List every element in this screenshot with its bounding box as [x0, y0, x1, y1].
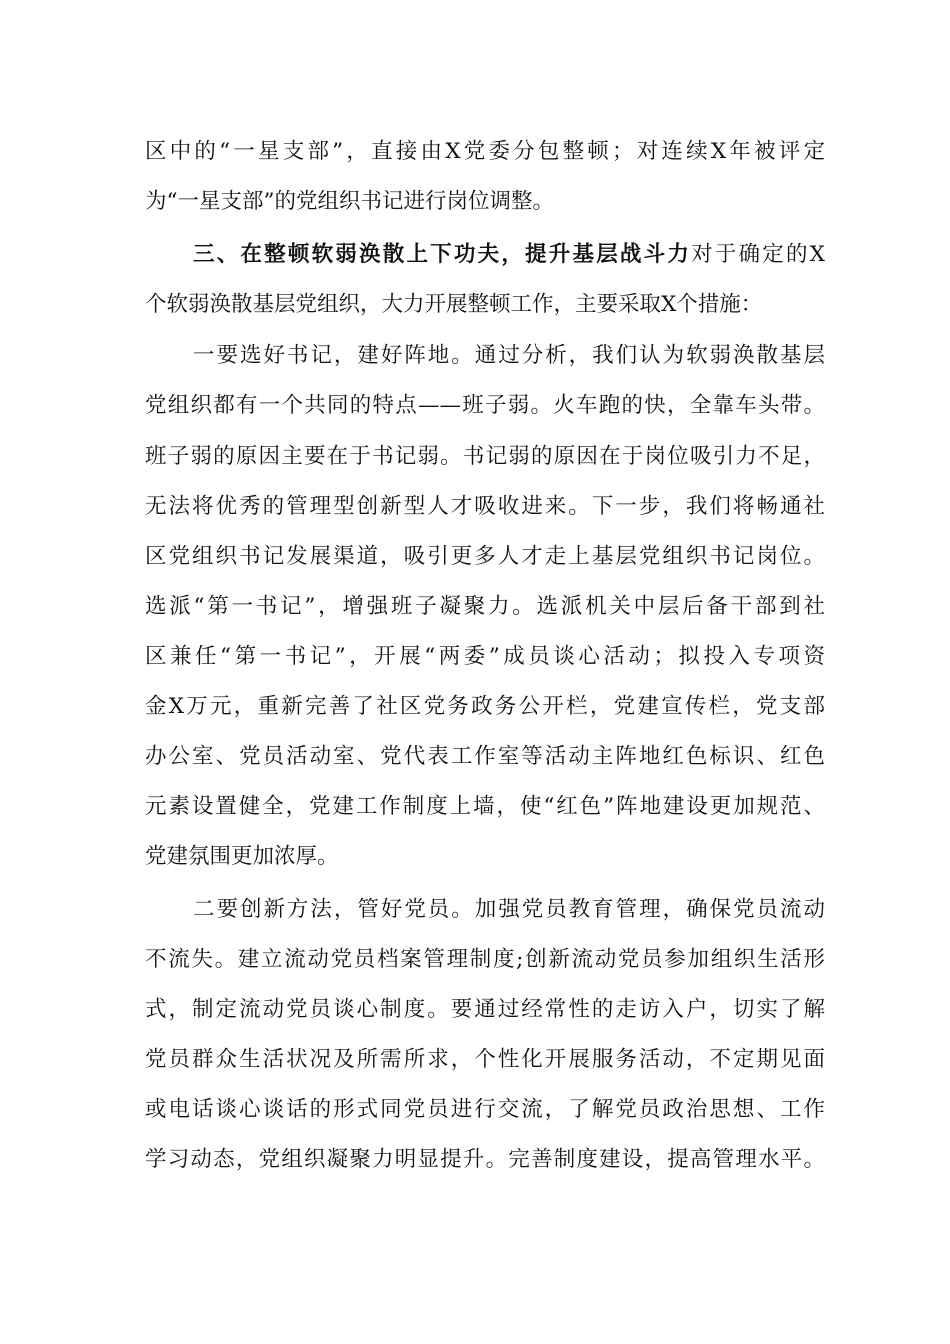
paragraph-4-line-6: 学习动态，党组织凝聚力明显提升。完善制度建设，提高管理水平。: [145, 1147, 825, 1172]
paragraph-3-line-11: 党建氛围更加浓厚。: [145, 844, 339, 869]
paragraph-3-line-1: 一要选好书记，建好阵地。通过分析，我们认为软弱涣散基层: [193, 343, 825, 368]
paragraph-3-line-4: 无法将优秀的管理型创新型人才吸收进来。下一步，我们将畅通社: [145, 494, 825, 519]
paragraph-3-line-7: 区兼任“第一书记”，开展“两委”成员谈心活动；拟投入专项资: [145, 644, 825, 669]
paragraph-4-line-4: 党员群众生活状况及所需所求，个性化开展服务活动，不定期见面: [145, 1047, 825, 1072]
paragraph-4-line-5: 或电话谈心谈话的形式同党员进行交流，了解党员政治思想、工作: [145, 1097, 825, 1122]
paragraph-1-line-2: 为“一星支部”的党组织书记进行岗位调整。: [145, 189, 554, 214]
paragraph-3-line-5: 区党组织书记发展渠道，吸引更多人才走上基层党组织书记岗位。: [145, 544, 825, 569]
paragraph-4-line-3: 式，制定流动党员谈心制度。要通过经常性的走访入户，切实了解: [145, 997, 825, 1022]
paragraph-3-line-10: 元素设置健全，党建工作制度上墙，使“红色”阵地建设更加规范、: [145, 794, 825, 819]
paragraph-4-line-1: 二要创新方法，管好党员。加强党员教育管理，确保党员流动: [193, 897, 825, 922]
paragraph-4-line-2: 不流失。建立流动党员档案管理制度;创新流动党员参加组织生活形: [145, 947, 825, 972]
paragraph-2-line-2: 个软弱涣散基层党组织，大力开展整顿工作，主要采取X个措施：: [145, 292, 763, 317]
paragraph-3-line-3: 班子弱的原因主要在于书记弱。书记弱的原因在于岗位吸引力不足，: [145, 444, 825, 469]
paragraph-3-line-6: 选派“第一书记”，增强班子凝聚力。选派机关中层后备干部到社: [145, 594, 825, 619]
paragraph-1-line-1: 区中的“一星支部”，直接由X党委分包整顿；对连续X年被评定: [145, 139, 825, 164]
section-heading-tail: 对于确定的X: [691, 242, 825, 267]
paragraph-3-line-8: 金X万元，重新完善了社区党务政务公开栏，党建宣传栏，党支部: [145, 694, 825, 719]
section-heading-line: [193, 230, 825, 280]
paragraph-3-line-9: 办公室、党员活动室、党代表工作室等活动主阵地红色标识、红色: [145, 744, 825, 769]
paragraph-3-line-2: 党组织都有一个共同的特点——班子弱。火车跑的快，全靠车头带。: [145, 393, 825, 418]
section-heading: 三、在整顿软弱涣散上下功夫，提升基层战斗力: [193, 242, 692, 267]
